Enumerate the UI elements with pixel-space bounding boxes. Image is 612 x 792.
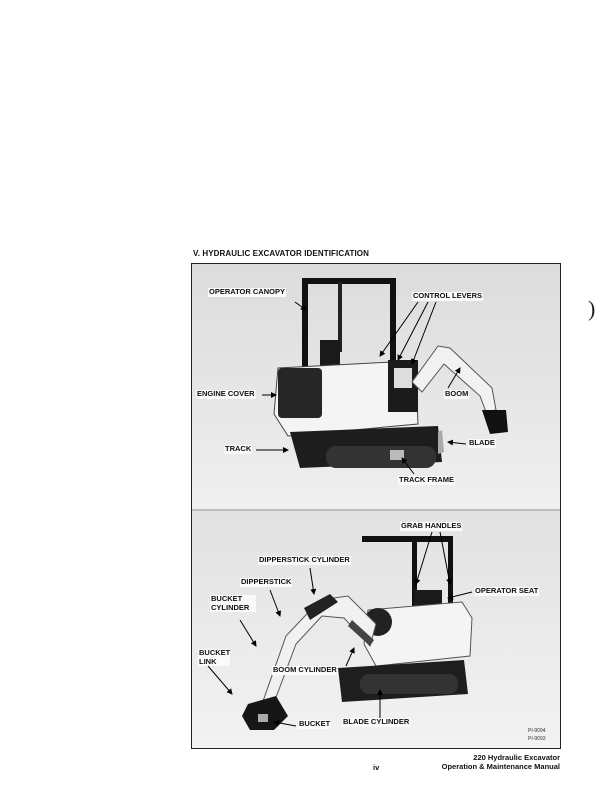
label-boom: BOOM [445, 389, 469, 398]
label-boom-cylinder: BOOM CYLINDER [273, 665, 337, 674]
excavator-photos [192, 264, 560, 748]
label-dipperstick: DIPPERSTICK [241, 577, 292, 586]
label-bucket-cylinder: BUCKET CYLINDER [210, 595, 256, 612]
label-operator-canopy: OPERATOR CANOPY [209, 287, 285, 296]
label-control-levers: CONTROL LEVERS [413, 291, 483, 300]
label-grab-handles: GRAB HANDLES [401, 521, 462, 530]
manual-title-line2: Operation & Maintenance Manual [441, 762, 560, 772]
identification-figure [191, 263, 561, 749]
photo-ref-bottom: PI-9093 [528, 736, 546, 742]
manual-title [442, 753, 560, 772]
label-blade-cylinder: BLADE CYLINDER [343, 717, 410, 726]
label-track: TRACK [225, 444, 252, 453]
label-track-frame: TRACK FRAME [399, 475, 454, 484]
photo-ref-top: PI-9094 [528, 728, 546, 734]
label-blade: BLADE [469, 438, 495, 447]
label-bucket-link: BUCKET LINK [199, 648, 231, 666]
margin-mark: ) [588, 296, 596, 321]
page-number: iv [373, 763, 380, 772]
manual-title-line1: 220 Hydraulic Excavator [473, 753, 560, 762]
label-dipperstick-cylinder: DIPPERSTICK CYLINDER [259, 555, 350, 564]
section-title: V. HYDRAULIC EXCAVATOR IDENTIFICATION [193, 249, 370, 258]
label-operator-seat: OPERATOR SEAT [475, 586, 539, 595]
label-bucket: BUCKET [299, 719, 331, 728]
label-engine-cover: ENGINE COVER [197, 389, 255, 398]
